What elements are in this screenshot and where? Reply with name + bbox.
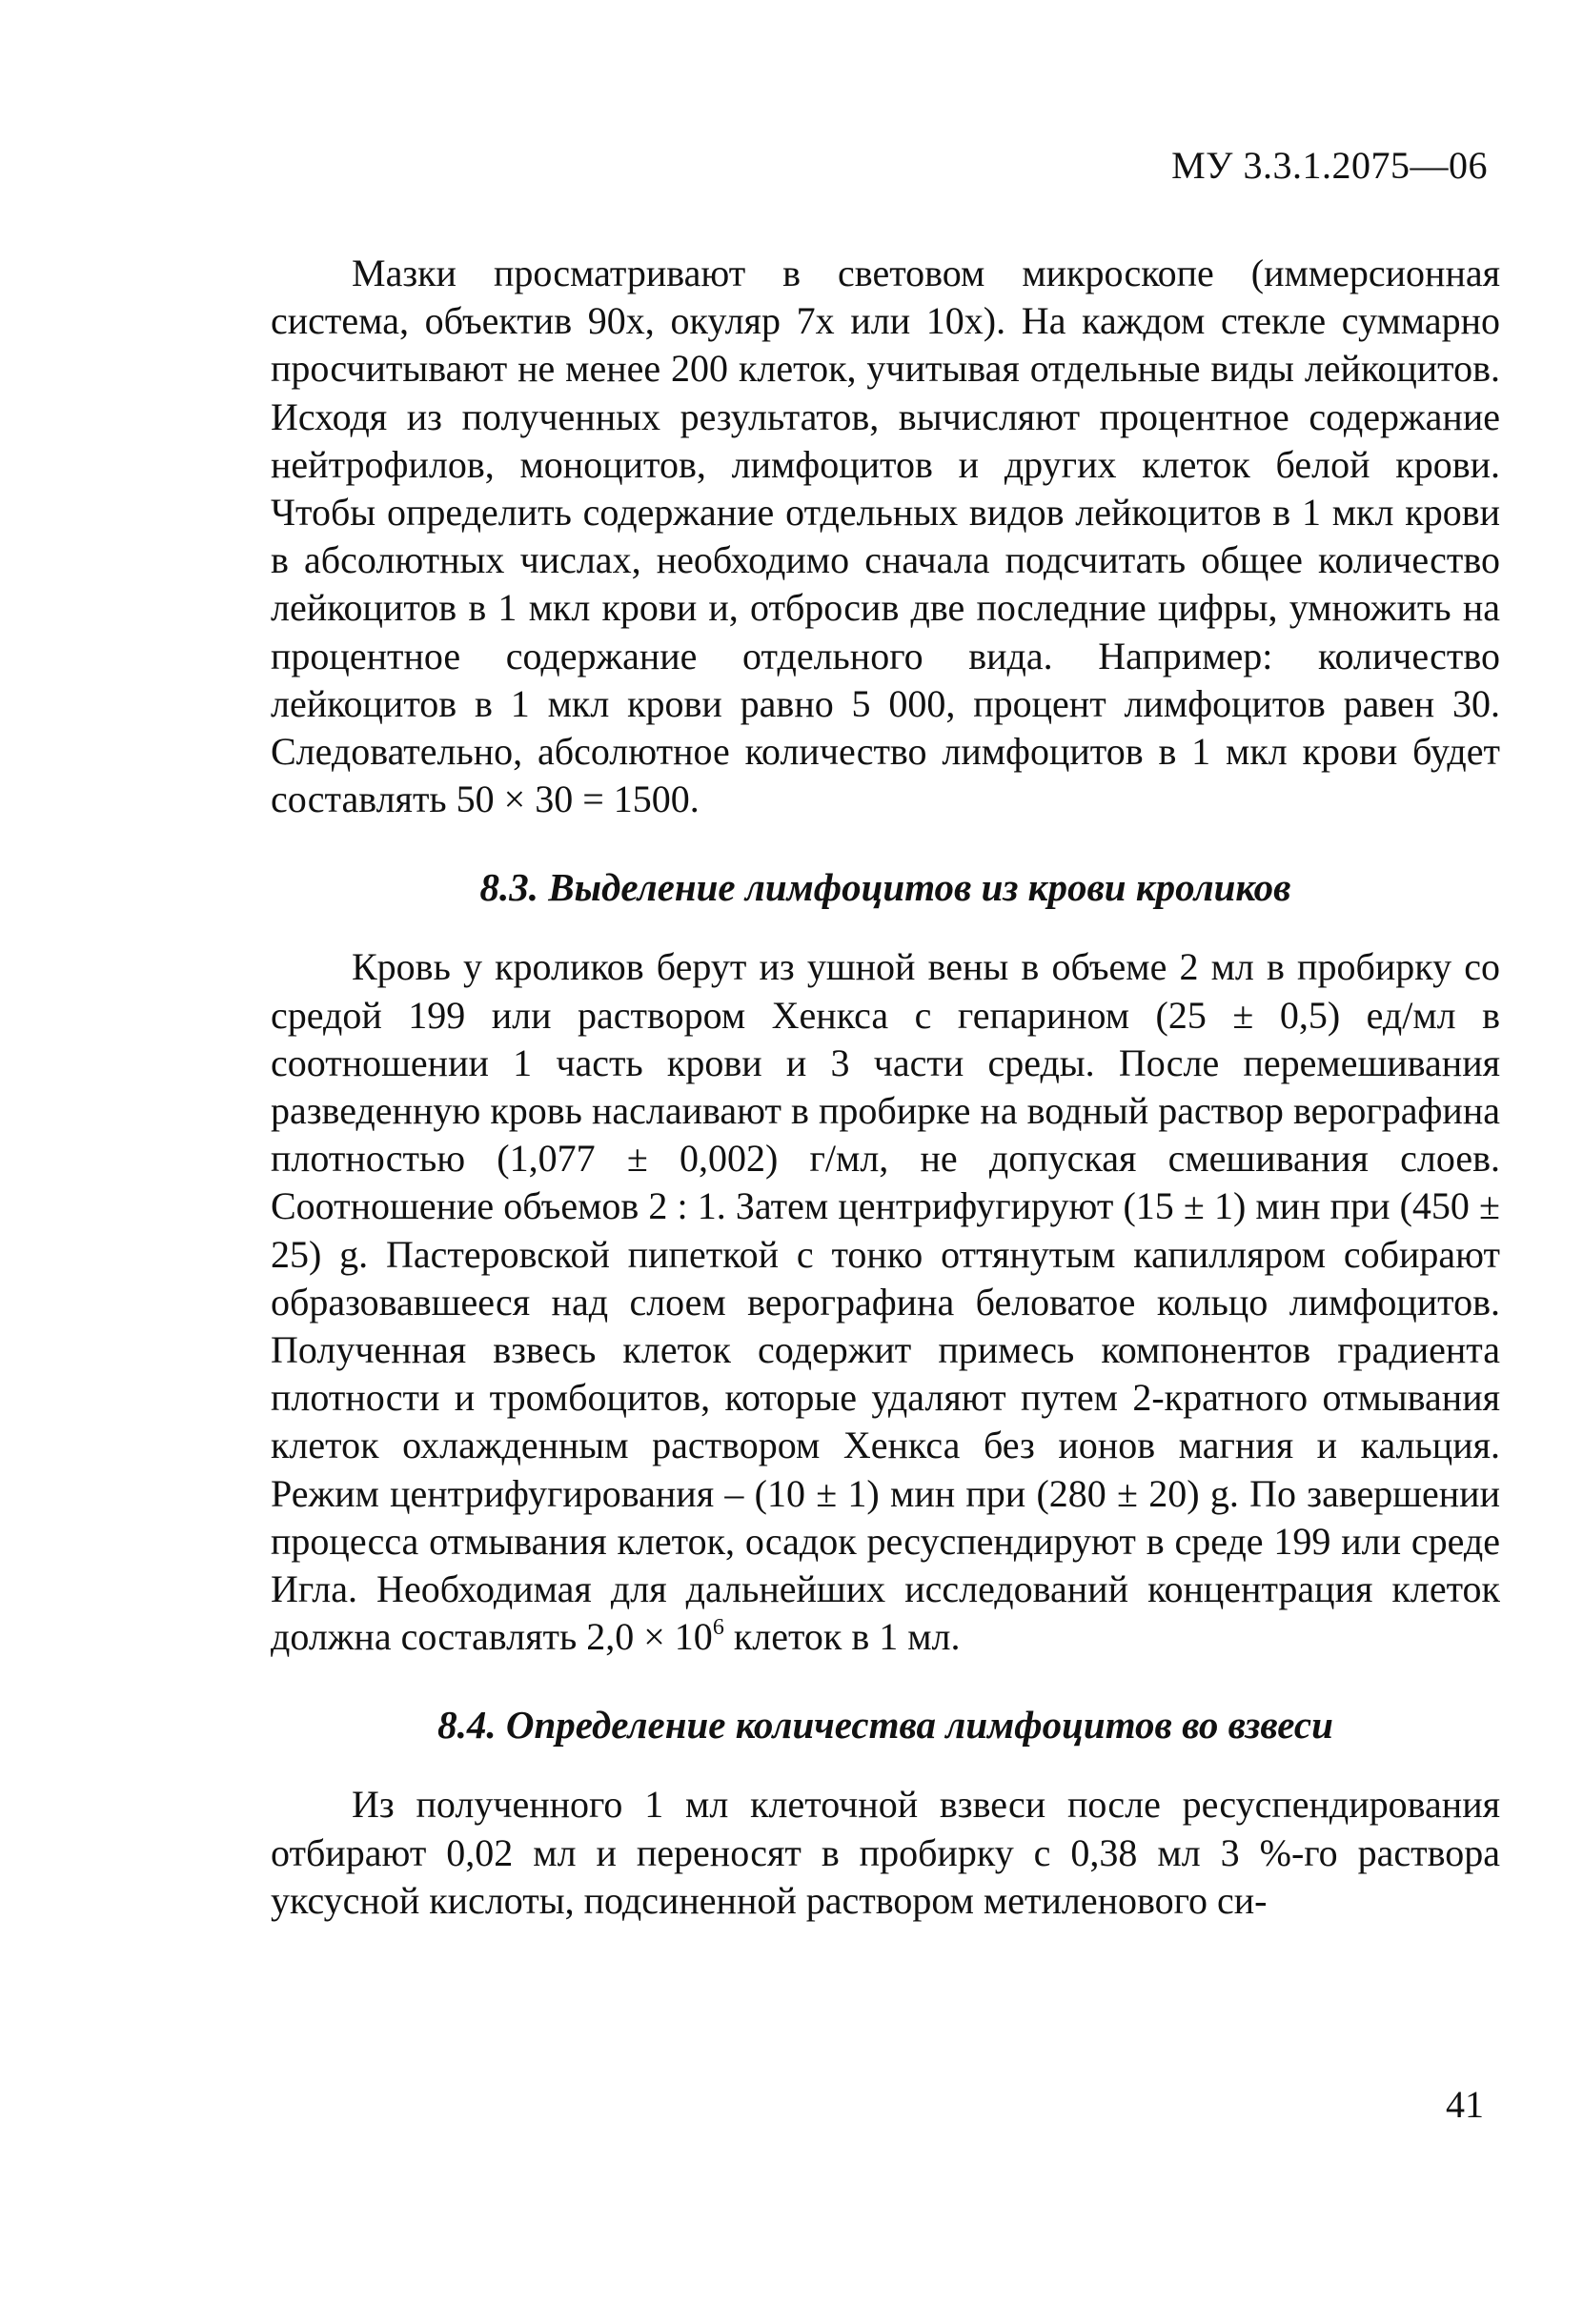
section-heading-8-4: 8.4. Определение количества лимфоцитов во взвеси bbox=[437, 1703, 1333, 1748]
paragraph-microscopy-text: Мазки просматривают в световом микроскопе (иммерсионная система, объектив 90х, окуляр 7х или 10х). На каждом стекле суммарно просчитывают не менее 200 клеток, учитывая отдельные виды лейкоцитов. Исходя из полученных результатов, вычисляют процентное содержание нейтрофилов, моноцитов, лимфоцитов и других клеток белой крови. Чтобы определить содержание отдельных видов лейкоцитов в 1 мкл крови в абсолютных числах, необходимо сначала подсчитать общее количество лейкоцитов в 1 мкл крови и, отбросив две последние цифры, умножить на процентное содержание отдельного вида. Например: количество лейкоцитов в 1 мкл крови равно 5 000, процент лимфоцитов равен 30. Следовательно, абсолютное количество лимфоцитов в 1 мкл крови будет составлять 50 × 30 = 1500. bbox=[271, 252, 1500, 821]
paragraph-indent bbox=[271, 252, 352, 294]
paragraph-isolation-text: Кровь у кроликов берут из ушной вены в объеме 2 мл в пробирку со средой 199 или раствором Хенкса с гепарином (25 ± 0,5) ед/мл в соотношении 1 часть крови и 3 части среды. После перемешивания разведенную кровь наслаивают в пробирке на водный раствор верографина плотностью (1,077 ± 0,002) г/мл, не допуская смешивания слоев. Соотношение объемов 2 : 1. Затем центрифугируют (15 ± 1) мин при (450 ± 25) g. Пастеровской пипеткой с тонко оттянутым капилляром собирают образовавшееся над слоем верографина беловатое кольцо лимфоцитов. Полученная взвесь клеток содержит примесь компонентов градиента плотности и тромбоцитов, которые удаляют путем 2-кратного отмывания клеток охлажденным раствором Хенкса без ионов магния и кальция. Режим центрифугирования – (10 ± 1) мин при (280 ± 20) g. По завершении процесса отмывания клеток, осадок ресуспендируют в среде 199 или среде Игла. Необходимая для дальнейших исследований концентрация клеток должна составлять 2,0 × 10 bbox=[271, 945, 1500, 1659]
page-body bbox=[271, 250, 1500, 1925]
paragraph-lymphocyte-isolation bbox=[271, 943, 1500, 1661]
paragraph-microscopy bbox=[271, 250, 1500, 823]
page-number: 41 bbox=[1446, 2083, 1484, 2126]
section-heading-8-3: 8.3. Выделение лимфоцитов из крови кроликов bbox=[479, 865, 1291, 910]
paragraph-indent bbox=[271, 1783, 352, 1826]
paragraph-lymphocyte-count bbox=[271, 1781, 1500, 1925]
exponent-superscript: 6 bbox=[712, 1615, 724, 1641]
paragraph-count-text: Из полученного 1 мл клеточной взвеси после ресуспендирования отбирают 0,02 мл и переносят в пробирку с 0,38 мл 3 %-го раствора уксусной кислоты, подсиненной раствором метиленового си- bbox=[271, 1783, 1500, 1922]
document-code-header: МУ 3.3.1.2075—06 bbox=[1171, 144, 1488, 187]
paragraph-indent bbox=[271, 945, 352, 988]
paragraph-isolation-text-end: клеток в 1 мл. bbox=[723, 1615, 961, 1659]
